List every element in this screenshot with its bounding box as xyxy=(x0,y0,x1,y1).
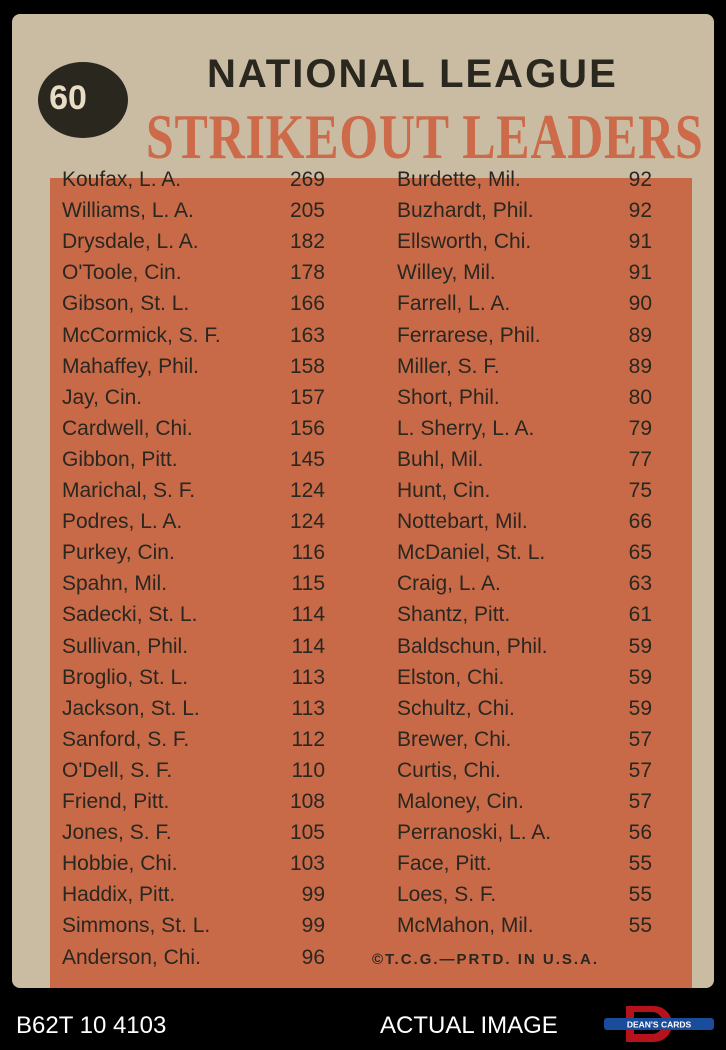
leader-name: Podres, L. A. xyxy=(62,510,183,534)
strikeout-count: 91 xyxy=(628,230,652,254)
strikeout-count: 61 xyxy=(628,603,652,627)
card-title: STRIKEOUT LEADERS xyxy=(146,101,704,172)
leader-name: Sadecki, St. L. xyxy=(62,603,198,627)
leader-name: Hobbie, Chi. xyxy=(62,852,178,876)
leader-name: Spahn, Mil. xyxy=(62,572,168,596)
strikeout-count: 56 xyxy=(628,821,652,845)
leader-name: Miller, S. F. xyxy=(397,354,500,378)
actual-image-label: ACTUAL IMAGE xyxy=(380,1012,558,1039)
strikeout-count: 182 xyxy=(289,230,325,254)
strikeout-count: 55 xyxy=(628,852,652,876)
logo-text: DEAN'S CARDS xyxy=(626,1019,692,1030)
strikeout-count: 158 xyxy=(289,354,325,378)
leader-name: O'Toole, Cin. xyxy=(62,261,182,285)
strikeout-count: 178 xyxy=(289,261,325,285)
card-id-label: B62T 10 4103 xyxy=(16,1012,167,1039)
leader-name: Ellsworth, Chi. xyxy=(397,230,532,254)
strikeout-count: 57 xyxy=(628,758,652,782)
strikeout-count: 75 xyxy=(628,479,652,502)
strikeout-count: 124 xyxy=(289,479,325,502)
leader-name: O'Dell, S. F. xyxy=(62,758,173,782)
leader-name: Haddix, Pitt. xyxy=(62,883,176,907)
card-number-badge xyxy=(38,62,128,138)
leader-name: Shantz, Pitt. xyxy=(397,603,511,627)
deans-cards-logo xyxy=(600,1002,718,1044)
strikeout-count: 166 xyxy=(289,292,325,316)
leader-name: Perranoski, L. A. xyxy=(397,821,552,845)
leader-name: Jackson, St. L. xyxy=(62,696,200,720)
strikeout-count: 99 xyxy=(301,883,325,907)
strikeout-count: 114 xyxy=(291,634,325,658)
strikeout-count: 57 xyxy=(628,727,652,751)
leader-name: Gibson, St. L. xyxy=(62,292,190,316)
strikeout-count: 156 xyxy=(289,416,325,440)
strikeout-count: 96 xyxy=(301,945,325,969)
leader-name: Farrell, L. A. xyxy=(397,292,511,316)
leader-name: Elston, Chi. xyxy=(397,665,505,689)
leader-name: Simmons, St. L. xyxy=(62,914,211,938)
leader-name: Curtis, Chi. xyxy=(397,758,501,782)
leader-name: Schultz, Chi. xyxy=(397,696,515,720)
leader-name: Brewer, Chi. xyxy=(397,727,512,751)
leader-name: Baldschun, Phil. xyxy=(397,634,548,658)
leader-name: Face, Pitt. xyxy=(397,852,492,876)
strikeout-count: 65 xyxy=(628,541,652,565)
strikeout-count: 57 xyxy=(628,790,652,813)
strikeout-count: 80 xyxy=(628,385,652,409)
strikeout-count: 103 xyxy=(289,852,325,876)
strikeout-count: 59 xyxy=(628,665,652,689)
strikeout-count: 114 xyxy=(291,603,325,627)
leader-name: Anderson, Chi. xyxy=(62,945,201,969)
strikeout-count: 92 xyxy=(628,168,652,191)
strikeout-count: 89 xyxy=(628,323,652,347)
strikeout-count: 92 xyxy=(628,199,652,223)
strikeout-count: 66 xyxy=(628,510,652,534)
leader-name: Craig, L. A. xyxy=(397,572,501,596)
leader-name: Buhl, Mil. xyxy=(397,447,484,471)
leader-name: Nottebart, Mil. xyxy=(397,510,528,534)
leader-name: Marichal, S. F. xyxy=(62,479,196,502)
strikeout-count: 113 xyxy=(291,665,325,689)
leader-name: Drysdale, L. A. xyxy=(62,230,199,254)
strikeout-count: 163 xyxy=(289,323,325,347)
leader-name: Sullivan, Phil. xyxy=(62,634,189,658)
strikeout-count: 157 xyxy=(289,385,325,409)
strikeout-count: 55 xyxy=(628,883,652,907)
leader-name: Loes, S. F. xyxy=(397,883,497,907)
leader-name: Koufax, L. A. xyxy=(62,168,182,191)
card-number: 60 xyxy=(49,78,87,117)
strikeout-count: 63 xyxy=(628,572,652,596)
strikeout-count: 205 xyxy=(289,199,325,223)
leader-name: Burdette, Mil. xyxy=(397,168,521,191)
strikeout-count: 59 xyxy=(628,634,652,658)
leader-name: McCormick, S. F. xyxy=(62,323,221,347)
strikeout-count: 124 xyxy=(289,510,325,534)
leader-name: Williams, L. A. xyxy=(62,199,194,223)
strikeout-count: 115 xyxy=(291,572,325,596)
leader-name: Sanford, S. F. xyxy=(62,727,190,751)
league-title: NATIONAL LEAGUE xyxy=(207,52,618,96)
leader-name: Gibbon, Pitt. xyxy=(62,447,178,471)
strikeout-count: 55 xyxy=(628,914,652,938)
strikeout-count: 79 xyxy=(628,416,652,440)
strikeout-count: 145 xyxy=(289,447,325,471)
leader-name: Maloney, Cin. xyxy=(397,790,524,813)
leader-name: McMahon, Mil. xyxy=(397,914,534,938)
leader-name: Purkey, Cin. xyxy=(62,541,175,565)
strikeout-count: 110 xyxy=(291,758,325,782)
leader-name: Jones, S. F. xyxy=(62,821,172,845)
strikeout-count: 112 xyxy=(291,727,325,751)
leader-name: Buzhardt, Phil. xyxy=(397,199,534,223)
strikeout-count: 105 xyxy=(289,821,325,845)
leader-name: Short, Phil. xyxy=(397,385,500,409)
strikeout-count: 89 xyxy=(628,354,652,378)
copyright-line: ©T.C.G.—PRTD. IN U.S.A. xyxy=(372,951,600,968)
leader-name: Ferrarese, Phil. xyxy=(397,323,541,347)
leader-name: Cardwell, Chi. xyxy=(62,416,193,440)
leader-name: Willey, Mil. xyxy=(397,261,496,285)
leader-name: Hunt, Cin. xyxy=(397,479,491,502)
strikeout-count: 269 xyxy=(289,168,325,191)
strikeout-count: 91 xyxy=(628,261,652,285)
strikeout-count: 108 xyxy=(289,790,325,813)
strikeout-count: 99 xyxy=(301,914,325,938)
strikeout-count: 59 xyxy=(628,696,652,720)
leader-name: McDaniel, St. L. xyxy=(397,541,546,565)
strikeout-count: 116 xyxy=(291,541,325,565)
leader-name: L. Sherry, L. A. xyxy=(397,416,535,440)
strikeout-count: 77 xyxy=(628,447,652,471)
strikeout-count: 113 xyxy=(291,696,325,720)
leader-name: Friend, Pitt. xyxy=(62,790,170,813)
leader-name: Jay, Cin. xyxy=(62,385,143,409)
leader-name: Broglio, St. L. xyxy=(62,665,189,689)
leader-name: Mahaffey, Phil. xyxy=(62,354,199,378)
strikeout-count: 90 xyxy=(628,292,652,316)
